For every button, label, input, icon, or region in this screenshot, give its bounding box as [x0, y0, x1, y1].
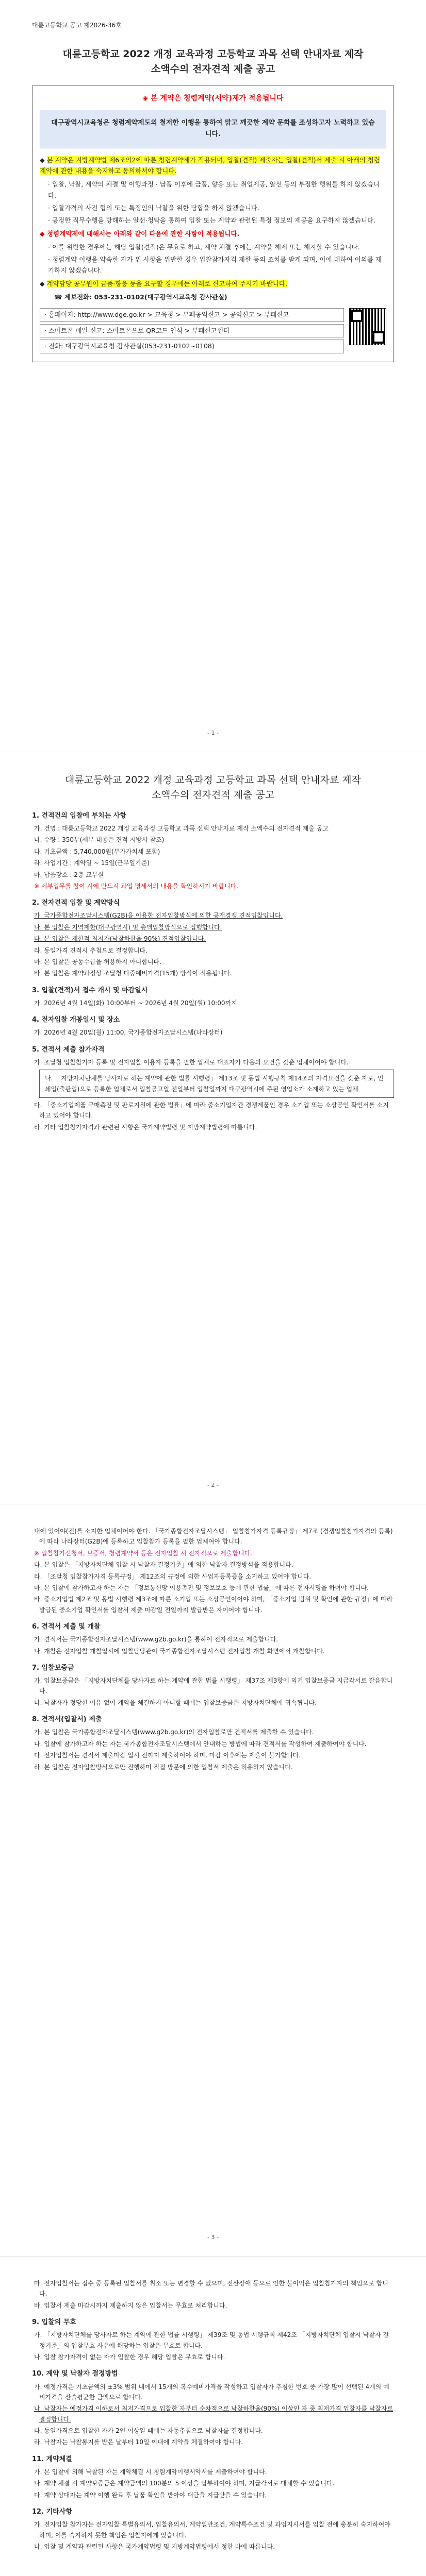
- section-8-item: 나. 입찰에 참가하고자 하는 자는 국가종합전자조달시스템에서 안내하는 방법에 따라 견적서를 작성하여 제출하여야 합니다.: [34, 1740, 367, 1748]
- section-5: [32, 1044, 394, 1132]
- section-4: [32, 1014, 394, 1038]
- report-smartphone: · 스마트폰 메일 신고: 스마트폰으로 QR코드 인식 > 부패신고센터: [40, 324, 344, 338]
- section-9-item: 가. 「지방자치단체를 당사자로 하는 계약에 관한 법률 시행령」 제39조 및 동법 시행규칙 제42조 「지방자치단체 입찰시 낙찰자 결정기준」의 입찰무효 사유에 해당하는 입찰은 무효로 합니다.: [34, 2331, 389, 2349]
- report-channels: [40, 308, 386, 355]
- report-homepage[interactable]: · 홈페이지: http://www.dge.go.kr > 교육청 > 부패공익신고 > 공익신고 > 부패신고: [40, 308, 344, 322]
- section-5-title: 5. 견적서 제출 참가자격: [32, 1045, 105, 1054]
- content-title-line-2: 소액수의 전자견적 제출 공고: [151, 789, 275, 801]
- section-7: [32, 1663, 394, 1708]
- notice-sub-5: · 청렴계약 이행을 약속한 자가 위 사항을 위반한 경우 입찰참가자격 제한 등의 조치를 받게 되며, 이에 대하여 이의를 제기하지 않겠습니다.: [48, 255, 382, 275]
- section-5-item: 라. 기타 입찰참가자격과 관련된 사항은 국가계약법령 및 지방계약법령에 따릅니다.: [34, 1123, 257, 1131]
- section-2-item: 바. 본 입찰은 계약과정상 조달청 다중예비가격(15개) 방식이 적용됩니다.: [34, 970, 232, 977]
- bullet-icon: ◈: [142, 94, 151, 103]
- notice-phone: ☎ 제보전화: 053-231-0102(대구광역시교육청 감사관실): [54, 293, 227, 301]
- title-line-1: 대륜고등학교 2022 개정 교육과정 고등학교 과목 선택 안내자료 제작: [62, 48, 364, 60]
- section-4-title: 4. 전자입찰 개봉일시 및 장소: [32, 1016, 120, 1024]
- section-12-item: 가. 전자입찰 참가자는 전자입찰 특별유의서, 입찰유의서, 계약일반조건, 계약특수조건 및 과업지시서를 입찰 전에 충분히 숙지하여야 하며, 이를 숙지하지 못한 책임은 입찰자에게 있습니다.: [34, 2521, 390, 2539]
- notice-blue-panel: 대구광역시교육청은 청렴계약제도의 철저한 이행을 통하여 맑고 깨끗한 계약 문화를 조성하고자 노력하고 있습니다.: [40, 110, 386, 148]
- notice-sub-3-text: 공정한 직무수행을 방해하는 알선·청탁을 통하여 입찰 또는 계약과 관련된 특정 정보의 제공을 요구하지 않겠습니다.: [52, 216, 376, 224]
- section-11-title: 11. 계약체결: [32, 2455, 72, 2463]
- section-9: [32, 2317, 394, 2362]
- section-2: [32, 897, 394, 978]
- section-12-item: 나. 입찰 및 계약과 관련된 사항은 국가계약법령 및 지방계약법령에서 정한 바에 따릅니다.: [34, 2543, 275, 2551]
- content-title-line-1: 대륜고등학교 2022 개정 교육과정 고등학교 과목 선택 안내자료 제작: [65, 774, 361, 786]
- section-7-item: 나. 낙찰자가 정당한 이유 없이 계약을 체결하지 아니할 때에는 입찰보증금은 지방자치단체에 귀속됩니다.: [34, 1699, 317, 1706]
- section-2-item: 마. 본 입찰은 공동수급을 허용하지 아니합니다.: [34, 958, 161, 965]
- section-12: [32, 2506, 394, 2552]
- notice-bullet-2-text: 청렴계약제에 대해서는 아래와 같이 다음에 관한 사항이 적용됩니다.: [46, 229, 240, 238]
- section-9-title: 9. 입찰의 무효: [32, 2318, 76, 2327]
- notice-sub-1-text: 입찰, 낙찰, 계약의 체결 및 이행과정 · 납품 이후에 금품, 향응 또는 취업제공, 알선 등의 부정한 행위를 하지 않겠습니다.: [48, 180, 380, 200]
- document-number: 대륜고등학교 공고 제2026-36호: [32, 22, 122, 29]
- notice-sub-2: · 입찰가격의 사전 협의 또는 특정인의 낙찰을 위한 담합을 하지 않겠습니다.: [48, 204, 259, 212]
- page-1: [0, 0, 426, 752]
- continued-item: 마. 본 입찰에 참가하고자 하는 자는 「정보통신망 이용촉진 및 정보보호 등에 관한 법률」에 따른 전자서명을 하여야 합니다.: [34, 1584, 369, 1591]
- section-1-item: 마. 납품장소 : 2층 교무실: [34, 871, 104, 878]
- notice-sub-4-text: 이를 위반한 경우에는 해당 입찰(견적)은 무효로 하고, 계약 체결 후에는 계약을 해제 또는 해지할 수 있습니다.: [52, 243, 360, 251]
- continued-note: ※ 입찰참가신청서, 보증서, 청렴계약서 등은 전자입찰 시 전자적으로 제출합니다.: [34, 1549, 252, 1557]
- notice-bullet-2: ◆ 청렴계약제에 대해서는 아래와 같이 다음에 관한 사항이 적용됩니다.: [40, 229, 240, 238]
- page-4: [0, 2257, 426, 2576]
- continued-item: 바. 입찰서 제출 마감시까지 제출하지 않은 입찰서는 무효로 처리합니다.: [34, 2301, 227, 2309]
- section-11-item: 다. 계약 상대자는 계약 이행 완료 후 납품 확인을 받아야 대금을 지급받을 수 있습니다.: [34, 2491, 267, 2499]
- continued-item: 다. 본 입찰은 「지방자치단체 입찰 시 낙찰자 결정기준」에 의한 낙찰자 결정방식을 적용합니다.: [34, 1561, 293, 1569]
- section-5-qualification-box: [39, 1070, 394, 1098]
- section-7-title: 7. 입찰보증금: [32, 1664, 74, 1672]
- page-number-2: - 2 -: [207, 1482, 219, 1488]
- continued-item: 마. 전자입찰서는 접수 중 등록된 입찰서를 취소 또는 변경할 수 없으며, 전산장애 등으로 인한 불이익은 입찰참가자의 책임으로 합니다.: [34, 2280, 388, 2298]
- section-11-item: 가. 본 입찰에 의해 낙찰된 자는 계약체결 시 청렴계약이행서약서를 제출하여야 합니다.: [34, 2468, 267, 2476]
- section-7-item: 가. 입찰보증금은 「지방자치단체를 당사자로 하는 계약에 관한 법률 시행령」 제37조 제3항에 의거 입찰보증금 지급각서로 갈음합니다.: [34, 1677, 393, 1695]
- section-1: [32, 810, 394, 891]
- section-10-item: 라. 낙찰자는 낙찰통지를 받은 날부터 10일 이내에 계약을 체결하여야 합니다.: [34, 2438, 243, 2446]
- report-phone: · 전화: 대구광역시교육청 감사관실(053-231-0102~0108): [40, 340, 344, 353]
- section-8-item: 가. 본 입찰은 국가종합전자조달시스템(www.g2b.go.kr)의 전자입찰로만 견적서를 제출할 수 있습니다.: [34, 1728, 314, 1736]
- section-8: [32, 1714, 394, 1772]
- section-5-continued: [32, 1526, 394, 1615]
- section-2-item-text: 다. 본 입찰은 제한적 최저가(낙찰하한율 90%) 견적입찰입니다.: [34, 935, 206, 943]
- notice-bullet-3-text: 계약담당 공무원이 금품·향응 등을 요구할 경우에는 아래로 신고하여 주시기 바랍니다.: [46, 280, 287, 288]
- section-8-title: 8. 견적서(입찰서) 제출: [32, 1716, 102, 1724]
- title-line-2: 소액수의 전자견적 제출 공고: [151, 63, 275, 75]
- content-title: [32, 773, 394, 803]
- section-2-item: [32, 910, 394, 921]
- section-2-item-text: 가. 국가종합전자조달시스템(G2B)을 이용한 전자입찰방식에 의한 공개경쟁 견적입찰입니다.: [34, 912, 283, 920]
- notice-bullet-1: ◆ 본 계약은 지방계약법 제6조의2에 따른 청렴계약제가 적용되며, 입찰(견적) 제출자는 입찰(견적)서 제출 시 아래의 청렴계약에 관한 내용을 숙지하고 동의하셔야 합니다.: [40, 156, 381, 175]
- page-2: [0, 752, 426, 1504]
- section-3-title: 3. 입찰(견적)서 접수 개시 및 마감일시: [32, 986, 148, 994]
- section-10-item: 다. 동일가격으로 입찰한 자가 2인 이상일 때에는 자동추첨으로 낙찰자를 결정합니다.: [34, 2427, 263, 2435]
- section-6-item: 가. 견적서는 국가종합전자조달시스템(www.g2b.go.kr)을 통하여 전자적으로 제출합니다.: [34, 1636, 278, 1643]
- section-4-item: 가. 2026년 4월 20일(월) 11:00, 국가종합전자조달시스템(나라장터): [34, 1029, 223, 1037]
- section-11: [32, 2454, 394, 2500]
- section-1-title: 1. 견적건의 입찰에 부치는 사항: [32, 811, 126, 820]
- continued-item: 바. 중소기업법 제2조 및 동법 시행령 제3조에 따른 소기업 또는 소상공인이어야 하며, 「중소기업 범위 및 확인에 관한 규정」에 따라 발급된 중소기업 확인서를 입찰서 제출 마감일 전일까지 발급받은 자이어야 합니다.: [34, 1596, 393, 1614]
- section-1-item: 라. 사업기간 : 계약일 ~ 15일(근무일기준): [34, 859, 150, 867]
- section-9-item: 나. 입찰 참가자격이 없는 자가 입찰한 경우 해당 입찰은 무효로 합니다.: [34, 2353, 225, 2361]
- section-6-item: 나. 개찰은 전자입찰 개찰일시에 입찰담당관이 국가종합전자조달시스템 전자입찰 개찰 화면에서 개찰합니다.: [34, 1647, 325, 1655]
- notice-sub-4: · 이를 위반한 경우에는 해당 입찰(견적)은 무효로 하고, 계약 체결 후에는 계약을 해제 또는 해지할 수 있습니다.: [48, 243, 360, 251]
- notice-sub-1: · 입찰, 낙찰, 계약의 체결 및 이행과정 · 납품 이후에 금품, 향응 또는 취업제공, 알선 등의 부정한 행위를 하지 않겠습니다.: [48, 180, 380, 200]
- section-6-title: 6. 견적서 제출 및 개찰: [32, 1623, 101, 1631]
- integrity-notice-box: [32, 86, 394, 362]
- qr-code-icon[interactable]: [349, 308, 386, 345]
- section-10-item-text: 나. 낙찰자는 예정가격 이하로서 최저가격으로 입찰한 자부터 순차적으로 낙찰하한율(90%) 이상인 자 중 최저가격 입찰자를 낙찰자로 결정합니다.: [34, 2405, 394, 2423]
- section-1-item: 가. 건명 : 대륜고등학교 2022 개정 교육과정 고등학교 과목 선택 안내자료 제작 소액수의 전자견적 제출 공고: [34, 824, 329, 832]
- section-1-warning: ※ 세부업무를 참여 시에 반드시 과업 명세서의 내용을 확인하시기 바랍니다.: [34, 882, 238, 890]
- section-5-item: 가. 조달청 입찰참가자 등록 및 전자입찰 이용자 등록을 필한 업체로 대표자가 다음의 요건을 갖춘 업체이어야 합니다.: [34, 1058, 349, 1066]
- notice-sub-3: · 공정한 직무수행을 방해하는 알선·청탁을 통하여 입찰 또는 계약과 관련된 특정 정보의 제공을 요구하지 않겠습니다.: [48, 216, 376, 224]
- notice-heading-text: 본 계약은 청렴계약(서약)제가 적용됩니다: [151, 94, 284, 103]
- section-10: [32, 2368, 394, 2447]
- section-8-continued: [32, 2278, 394, 2311]
- notice-bullet-3: ◆ 계약담당 공무원이 금품·향응 등을 요구할 경우에는 아래로 신고하여 주시기 바랍니다.: [40, 280, 287, 288]
- section-5-item: 나. 「지방자치단체를 당사자로 하는 계약에 관한 법률 시행령」 제13조 및 동법 시행규칙 제14조의 자격요건을 갖춘 자로, 인쇄업(출판업)으로 등록한 업체로서 입찰공고일 전일부터 입찰일까지 대구광역시에 주된 영업소가 소재하고 있는 업체: [45, 1075, 384, 1093]
- continued-item: 내에 있어야(전)를 소지한 업체이어야 한다. 「국가종합전자조달시스템」 입찰참가자격 등록규정」 제7조 (경쟁입찰참가자격의 등록)에 따라 나라장터(G2B)에 등록하고 입찰참가 등록을 필한 업체여야 합니다.: [34, 1528, 393, 1546]
- section-10-title: 10. 계약 및 낙찰자 결정방법: [32, 2370, 118, 2378]
- notice-bullet-1-text: 본 계약은 지방계약법 제6조의2에 따른 청렴계약제가 적용되며, 입찰(견적) 제출자는 입찰(견적)서 제출 시 아래의 청렴계약에 관한 내용을 숙지하고 동의하셔야 합니다.: [40, 156, 381, 175]
- section-2-title: 2. 전자견적 입찰 및 계약방식: [32, 899, 120, 907]
- page-number-1: - 1 -: [207, 730, 219, 736]
- notice-heading: [40, 92, 386, 105]
- section-10-item: 가. 예정가격은 기초금액의 ±3% 범위 내에서 15개의 복수예비가격을 작성하고 입찰자가 추첨한 번호 중 가장 많이 선택된 4개의 예비가격을 산술평균한 금액으로 합니다.: [34, 2383, 389, 2401]
- section-8-item: 다. 전자입찰서는 견적서 제출마감 일시 전까지 제출하여야 하며, 마감 이후에는 제출이 불가합니다.: [34, 1752, 301, 1759]
- section-2-item: [32, 934, 394, 944]
- section-10-item: [32, 2403, 394, 2425]
- section-1-item: 나. 수량 : 350부(세부 내용은 견적 시방서 참조): [34, 836, 165, 844]
- section-11-item: 나. 계약 체결 시 계약보증금은 계약금액의 100분의 5 이상을 납부하여야 하며, 지급각서로 대체할 수 있습니다.: [34, 2480, 335, 2487]
- section-2-item: [32, 922, 394, 933]
- section-3: [32, 985, 394, 1008]
- notice-sub-2-text: 입찰가격의 사전 협의 또는 특정인의 낙찰을 위한 담합을 하지 않겠습니다.: [52, 204, 259, 212]
- section-8-item: 라. 본 입찰은 전자입찰방식으로만 진행하며 직접 방문에 의한 입찰서 제출은 허용하지 않습니다.: [34, 1763, 293, 1771]
- notice-sub-5-text: 청렴계약 이행을 약속한 자가 위 사항을 위반한 경우 입찰참가자격 제한 등의 조치를 받게 되며, 이에 대하여 이의를 제기하지 않겠습니다.: [48, 255, 382, 275]
- continued-item: 라. 「조달청 입찰참가자격 등록규정」 제12조의 규정에 의한 사업자등록증을 소지하고 있어야 합니다.: [34, 1572, 312, 1580]
- section-2-item: 라. 동일가격 견적시 추첨으로 결정합니다.: [34, 946, 148, 954]
- section-5-item: 다. 「중소기업제품 구매촉진 및 판로지원에 관한 법률」에 따라 중소기업자간 경쟁제품인 경우 소기업 또는 소상공인 확인서를 소지하고 있어야 합니다.: [34, 1101, 389, 1120]
- section-3-item: 가. 2026년 4월 14일(화) 10:00부터 ~ 2026년 4월 20일(월) 10:00까지: [34, 999, 237, 1007]
- page-3: [0, 1504, 426, 2257]
- report-channel-list: [40, 308, 344, 355]
- section-6: [32, 1621, 394, 1656]
- section-12-title: 12. 기타사항: [32, 2508, 72, 2516]
- section-2-item-text: 나. 본 입찰은 지역제한(대구광역시) 및 총액입찰방식으로 집행합니다.: [34, 923, 222, 931]
- document-title: [32, 47, 394, 77]
- page-number-3: - 3 -: [207, 2234, 219, 2241]
- section-1-item: 다. 기초금액 : 5,740,000원(부가가치세 포함): [34, 848, 160, 855]
